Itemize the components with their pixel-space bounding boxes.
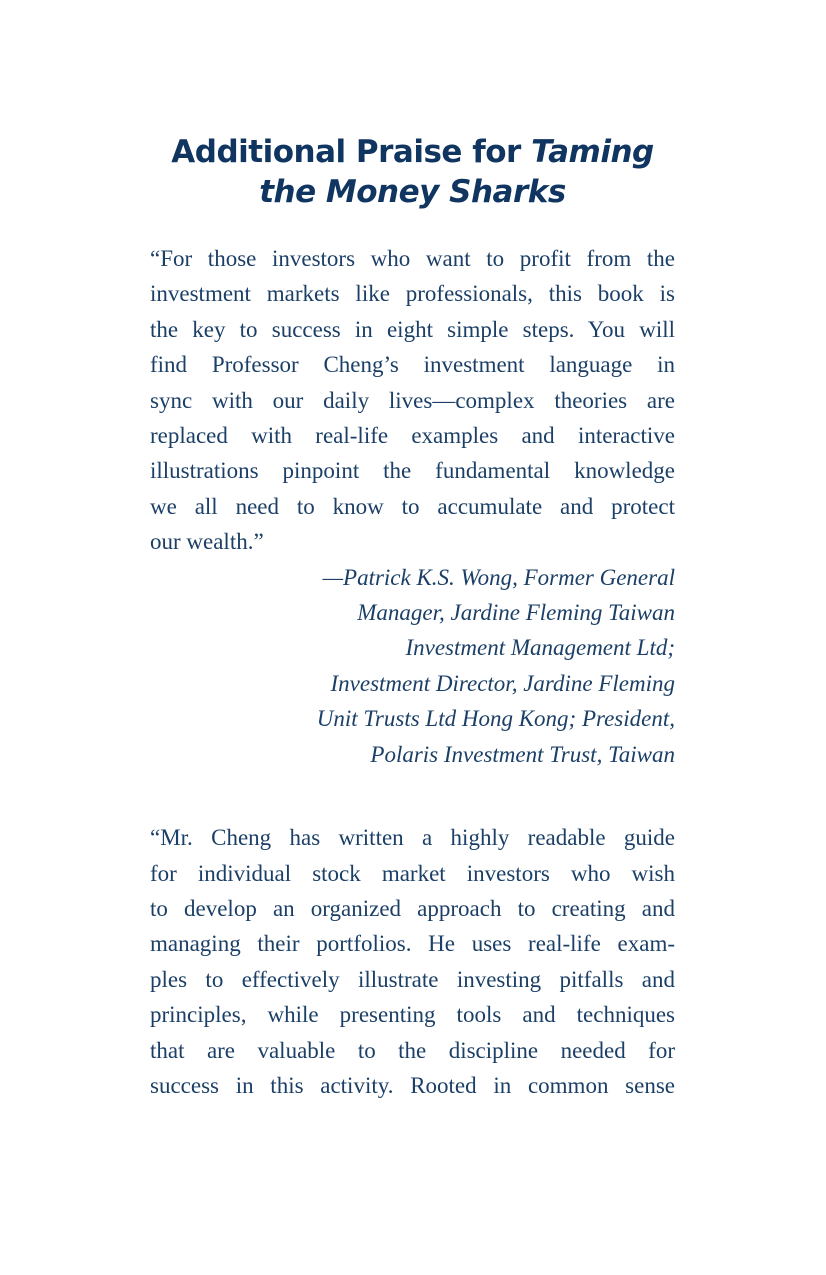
attribution-line: Investment Director, Jardine Fleming [330, 670, 675, 696]
attribution-line: Unit Trusts Ltd Hong Kong; President, [316, 706, 675, 732]
quote-line: the key to success in eight simple steps. You will [150, 316, 675, 342]
quote-line: for individual stock market investors who wish [150, 860, 675, 886]
attribution-line: Investment Management Ltd; [405, 635, 675, 661]
praise-quote-wong [150, 241, 675, 772]
quote-text [150, 241, 675, 560]
quote-line: to develop an organized approach to creating and [150, 895, 675, 921]
praise-quote-cheng [150, 820, 675, 1103]
attribution-line: —Patrick K.S. Wong, Former General [322, 564, 675, 590]
quote-line: ples to effectively illustrate investing pitfalls and [150, 966, 675, 992]
attribution-line: Manager, Jardine Fleming Taiwan [357, 600, 675, 626]
page-title [150, 132, 675, 212]
quote-line: sync with our daily lives—complex theories are [150, 387, 675, 413]
quote-line: “For those investors who want to profit from the [150, 246, 675, 271]
quote-line: “Mr. Cheng has written a highly readable guide [150, 825, 675, 851]
quote-line: managing their portfolios. He uses real-life exam- [150, 931, 675, 957]
title-book-line1: Taming [531, 134, 654, 170]
quote-line: success in this activity. Rooted in common sense [150, 1072, 675, 1098]
quote-line: that are valuable to the discipline needed for [150, 1037, 675, 1063]
quote-line: our wealth.” [150, 529, 264, 555]
title-prefix: Additional Praise for [171, 134, 532, 170]
quote-text [150, 820, 675, 1103]
quote-line: illustrations pinpoint the fundamental knowledge [150, 458, 675, 484]
quote-line: principles, while presenting tools and techniques [150, 1002, 675, 1028]
quote-line: find Professor Cheng’s investment language in [150, 352, 675, 378]
attribution-line: Polaris Investment Trust, Taiwan [370, 741, 675, 767]
quote-line: we all need to know to accumulate and protect [150, 493, 675, 519]
title-book-line2: the Money Sharks [259, 174, 566, 210]
quote-line: investment markets like professionals, this book is [150, 281, 675, 307]
praise-page [150, 132, 675, 1103]
quote-attribution [150, 560, 675, 772]
quote-line: replaced with real-life examples and interactive [150, 423, 675, 449]
